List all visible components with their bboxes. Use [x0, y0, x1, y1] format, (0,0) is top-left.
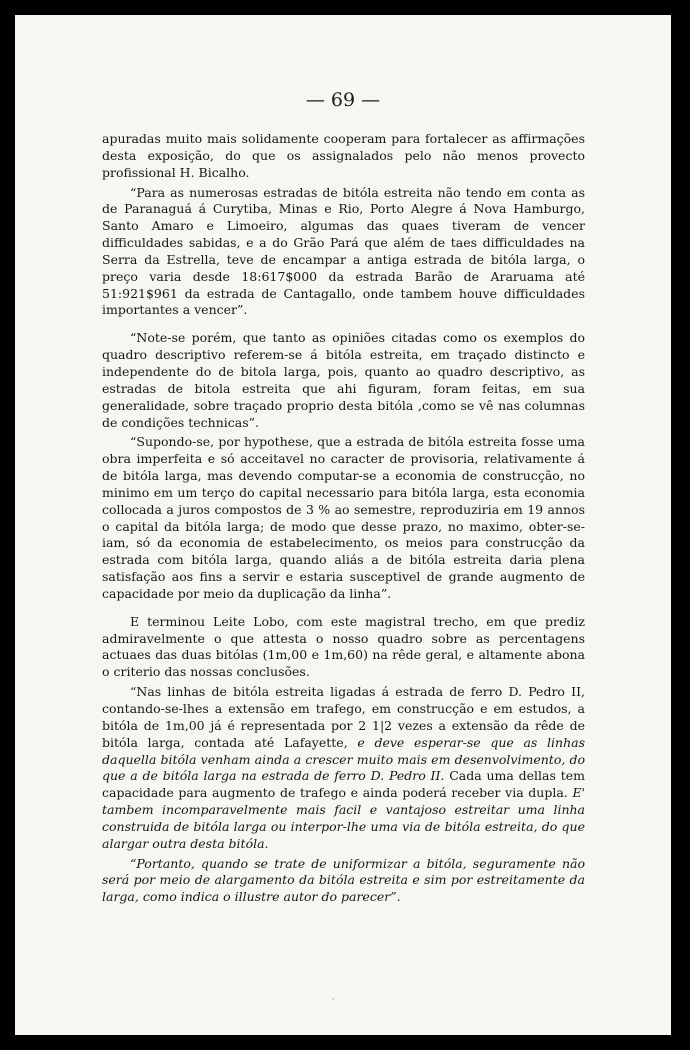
paragraph-2 [102, 185, 585, 320]
text-segment: “Para as numerosas estradas de bitóla estreita não tendo em conta as de Paranaguá á Curytiba, Minas e Rio, Porto Alegre á Nova Hamburgo, Santo Amaro e Limoeiro, algumas das quaes tiveram de vencer difficuldades sabidas, e a do Grão Pará que além de taes difficuldades na Serra da Estrella, teve de encampar a antiga estrada de bitóla larga, o preço varia desde 18:617$000 da estrada Barão de Araruama até 51:921$961 da estrada de Cantagallo, onde tambem houve difficuldades importantes a vencer”. [102, 184, 585, 318]
body-text [102, 131, 585, 906]
text-segment: apuradas muito mais solidamente cooperam para fortalecer as affirmações desta exposição, do que os assignalados pelo não menos provecto profissional H. Bicalho. [102, 131, 585, 180]
document-page [15, 15, 671, 1035]
text-segment: Cada uma dellas tem capacidade para augmento de trafego e ainda poderá receber via dupla. [102, 768, 586, 801]
text-segment: “Nas linhas de bitóla estreita ligadas á estrada de ferro D. Pedro II, contando-se-lhes a extensão em trafego, em construcção e em estudos, a bitóla de 1m,00 já é representada por 2 1|2 vezes a extensão da rêde de bitóla larga, contada até Lafayette, [102, 684, 585, 750]
paragraph-5 [102, 614, 585, 681]
text-segment: “Note-se porém, que tanto as opiniões citadas como os exemplos do quadro descriptivo referem-se á bitóla estreita, em traçado distincto e independente do de bitola larga, pois, quanto ao quadro descriptivo, as estradas de bitola estreita que ahi figuram, foram feitas, em sua generalidade, sobre traçado proprio desta bitóla ,como se vê nas columnas de condições technicas”. [102, 330, 585, 430]
paragraph-3 [102, 330, 585, 431]
paragraph-6 [102, 684, 585, 852]
italic-segment: E' tambem incomparavelmente mais facil e vantajoso estreitar uma linha construida de bitóla larga ou interpor-lhe uma via de bitóla estreita, do que alargar outra desta bitóla. [102, 785, 585, 851]
paragraph-4 [102, 434, 585, 602]
paragraph-1 [102, 131, 585, 182]
text-segment: E terminou Leite Lobo, com este magistral trecho, em que prediz admiravelmente o que attesta o nosso quadro sobre as percentagens actuaes das duas bitólas (1m,00 e 1m,60) na rêde geral, e altamente abona o criterio das nossas conclusões. [102, 613, 585, 680]
paragraph-7 [102, 856, 585, 907]
italic-segment: e deve esperar-se que as linhas daquella bitóla venham ainda a crescer muito mais em desenvolvimento, do que a de bitóla larga na estrada de ferro D. Pedro II. [102, 734, 585, 784]
ink-speck: · [332, 995, 335, 1004]
text-segment: “Supondo-se, por hypothese, que a estrada de bitóla estreita fosse uma obra imperfeita e só acceitavel no caracter de provisoria, relativamente á de bitóla larga, mas devendo computar-se a economia de construcção, no minimo em um terço do capital necessario para bitóla larga, esta economia collocada a juros compostos de 3 % ao semestre, reproduziria em 19 annos o capital da bitóla larga; de modo que desse prazo, no maximo, obter-se-iam, só da economia de estabelecimento, os meios para construcção da estrada com bitóla larga, quando aliás a de bitóla estreita daria plena satisfação aos fins a servir e estaria susceptivel de grande augmento de capacidade por meio da duplicação da linha”. [102, 434, 585, 601]
italic-segment: “Portanto, quando se trate de uniformizar a bitóla, seguramente não será por meio de alargamento da bitóla estreita e sim por estreitamente da larga, como indica o illustre autor do parecer”. [102, 855, 585, 905]
page-number: — 69 — [305, 89, 381, 111]
